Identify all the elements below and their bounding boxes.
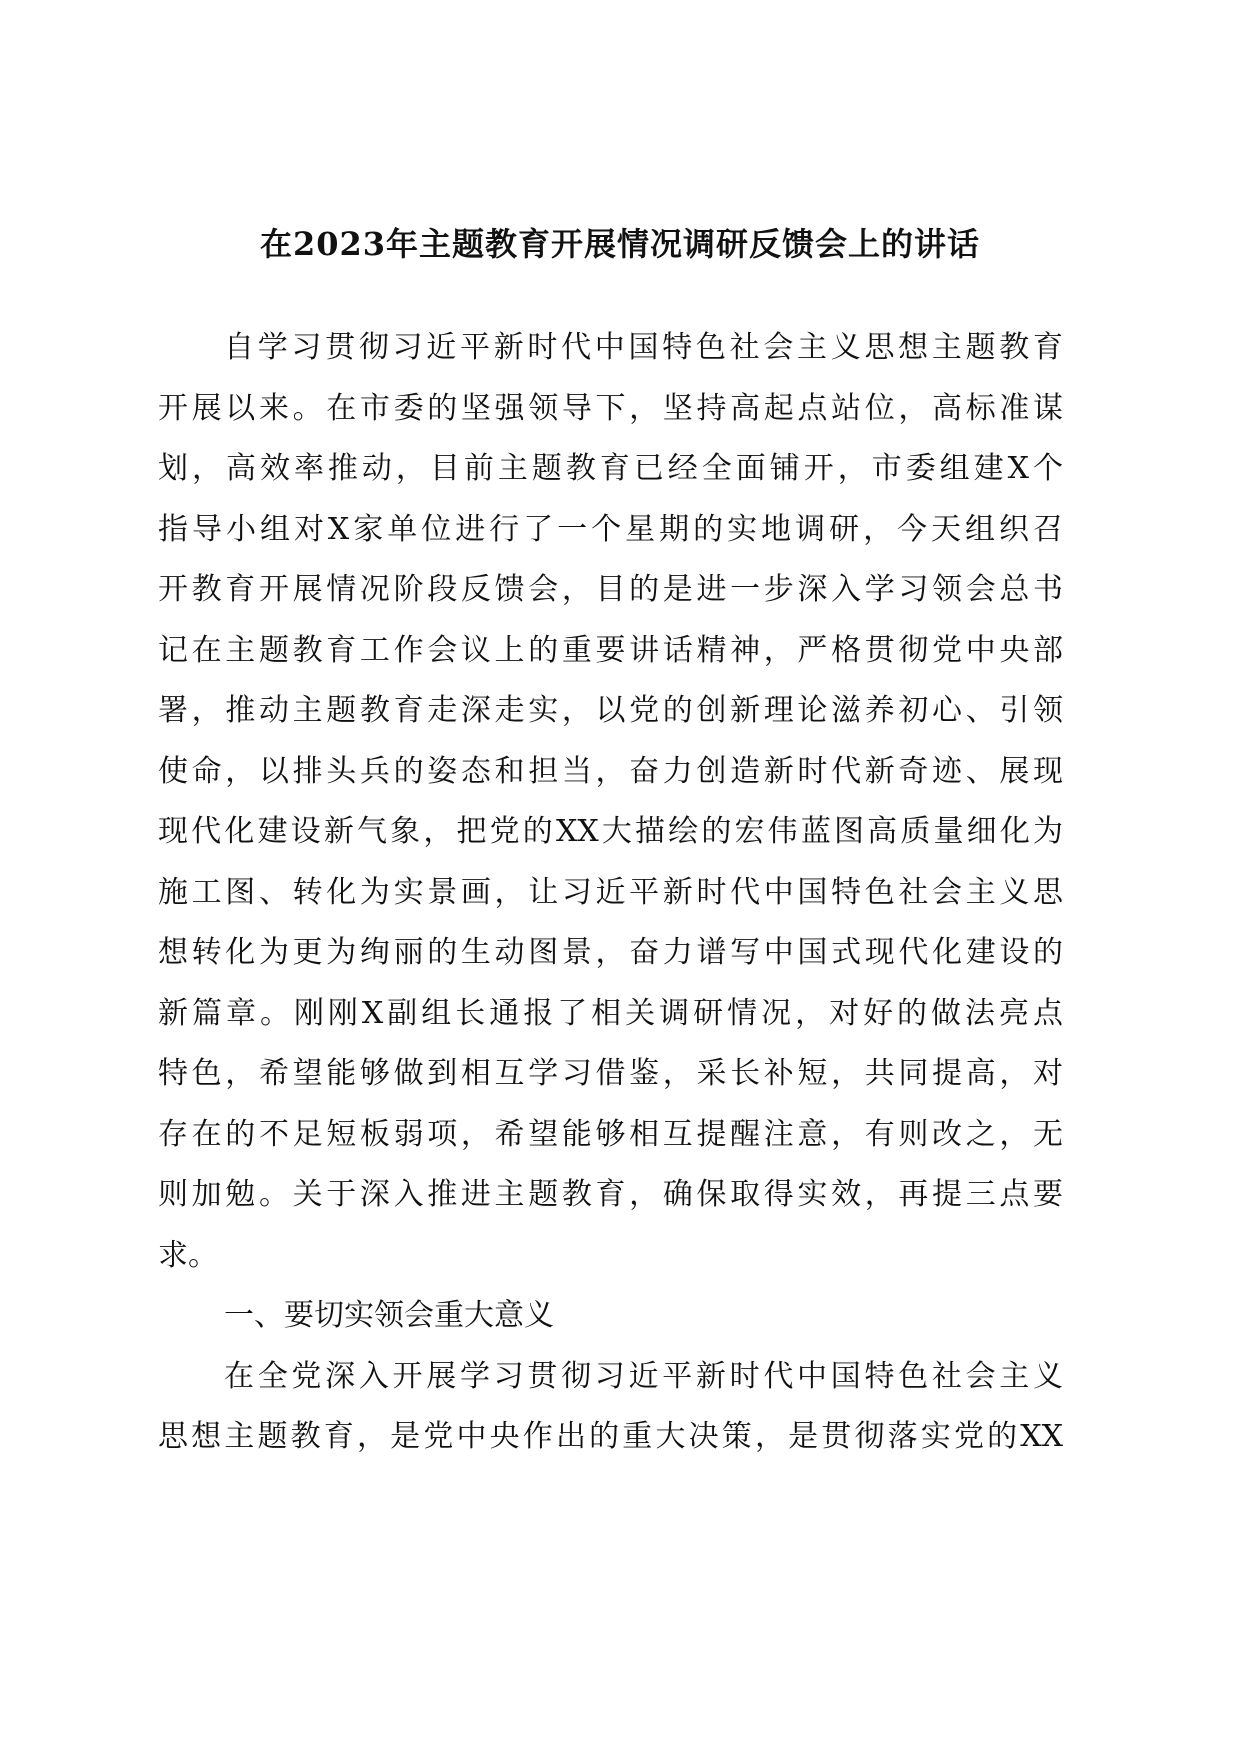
paragraph-1-line-8: 使命，以排头兵的姿态和担当，奋力创造新时代新奇迹、展现 [158, 753, 1063, 789]
paragraph-1-line-1: 自学习贯彻习近平新时代中国特色社会主义思想主题教育 [224, 330, 1063, 365]
paragraph-2-line-1: 在全党深入开展学习贯彻习近平新时代中国特色社会主义 [224, 1358, 1063, 1394]
paragraph-1-line-2: 开展以来。在市委的坚强领导下，坚持高起点站位，高标准谋 [158, 390, 1063, 426]
paragraph-1-line-11: 想转化为更为绚丽的生动图景，奋力谱写中国式现代化建设的 [158, 935, 1063, 970]
paragraph-1-line-6: 记在主题教育工作会议上的重要讲话精神，严格贯彻党中央部 [158, 632, 1063, 668]
paragraph-1-line-3: 划，高效率推动，目前主题教育已经全面铺开，市委组建X个 [158, 451, 1063, 486]
paragraph-1-line-4: 指导小组对X家单位进行了一个星期的实地调研，今天组织召 [158, 511, 1063, 547]
paragraph-1-line-12: 新篇章。刚刚X副组长通报了相关调研情况，对好的做法亮点 [158, 995, 1063, 1031]
paragraph-1-line-16: 求。 [158, 1237, 218, 1273]
section-heading-1: 一、要切实领会重大意义 [224, 1298, 554, 1333]
paragraph-1-line-14: 存在的不足短板弱项，希望能够相互提醒注意，有则改之，无 [158, 1116, 1063, 1152]
paragraph-1-line-5: 开教育开展情况阶段反馈会，目的是进一步深入学习领会总书 [158, 572, 1063, 607]
paragraph-1-line-13: 特色，希望能够做到相互学习借鉴，采长补短，共同提高，对 [158, 1056, 1063, 1091]
paragraph-1-line-10: 施工图、转化为实景画，让习近平新时代中国特色社会主义思 [158, 874, 1063, 910]
document-title: 在2023年主题教育开展情况调研反馈会上的讲话 [259, 225, 981, 263]
document-body [158, 318, 1063, 1468]
paragraph-2-line-2: 思想主题教育，是党中央作出的重大决策，是贯彻落实党的XX [158, 1419, 1063, 1454]
paragraph-1-line-7: 署，推动主题教育走深走实，以党的创新理论滋养初心、引领 [158, 693, 1063, 728]
paragraph-1-line-9: 现代化建设新气象，把党的XX大描绘的宏伟蓝图高质量细化为 [158, 814, 1063, 849]
paragraph-1-line-15: 则加勉。关于深入推进主题教育，确保取得实效，再提三点要 [158, 1177, 1063, 1212]
